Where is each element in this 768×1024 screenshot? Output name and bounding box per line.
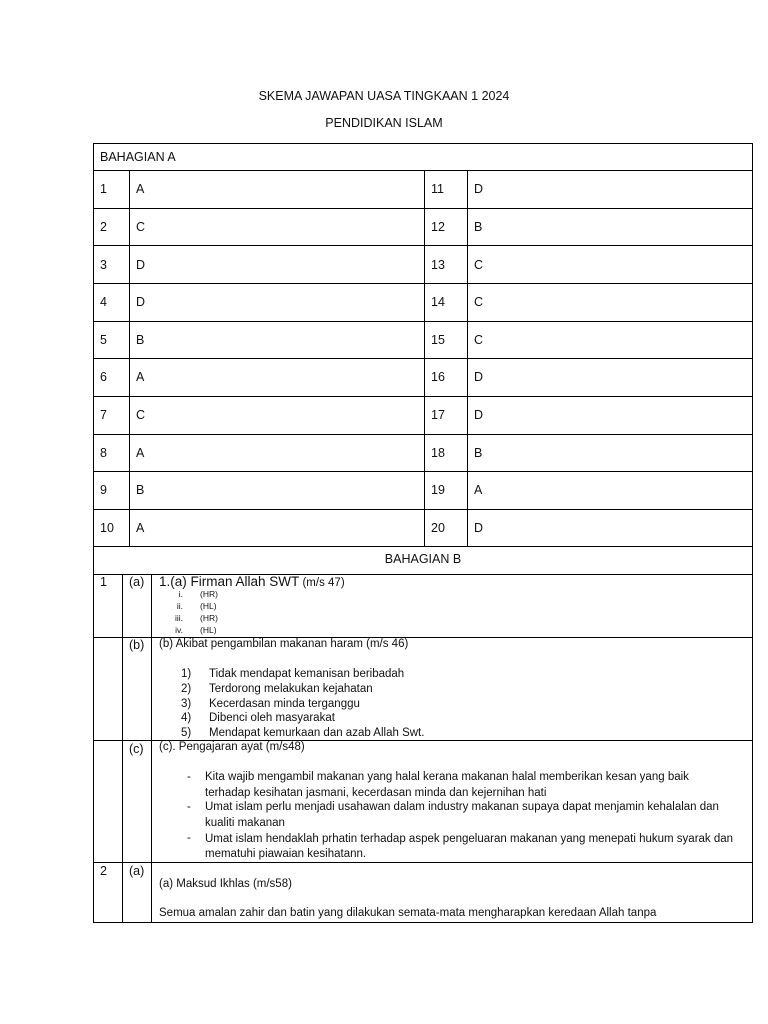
- q1b-items: [159, 668, 739, 740]
- list-item: [159, 668, 739, 683]
- item-text: (HL): [200, 625, 217, 635]
- bullet-dash: -: [187, 832, 191, 844]
- question-number: 11: [431, 182, 444, 196]
- item-text: (HR): [200, 589, 218, 599]
- question-number: 9: [100, 483, 107, 497]
- item-number: iv.: [175, 625, 183, 635]
- part-label: (b): [129, 638, 145, 652]
- answer: B: [136, 483, 145, 497]
- item-number: ii.: [176, 601, 183, 611]
- answer: D: [136, 295, 146, 309]
- item-number: 2): [181, 683, 192, 695]
- list-item: [159, 712, 739, 727]
- question-number: 7: [100, 408, 107, 422]
- question-number: 17: [431, 408, 445, 422]
- list-item: [159, 683, 739, 698]
- item-number: iii.: [174, 613, 183, 623]
- list-item: [159, 601, 359, 613]
- section-a-header: BAHAGIAN A: [100, 150, 176, 164]
- answer: C: [474, 295, 484, 309]
- q1a-page-ref: (m/s 47): [299, 577, 345, 589]
- point-line: Umat islam perlu menjadi usahawan dalam industry makanan supaya dapat menjamin kehalalan dan: [205, 801, 719, 813]
- answer: D: [474, 521, 484, 535]
- answer: A: [136, 521, 145, 535]
- q1a-title-text: 1.(a) Firman Allah SWT: [159, 574, 300, 589]
- bullet-dash: -: [187, 801, 191, 813]
- answer: B: [136, 333, 145, 347]
- question-number: 12: [431, 220, 445, 234]
- answer: B: [474, 220, 483, 234]
- document-title: SKEMA JAWAPAN UASA TINGKAAN 1 2024: [258, 89, 510, 103]
- q1c-title: (c). Pengajaran ayat (m/s48): [159, 741, 305, 753]
- question-number: 15: [431, 333, 445, 347]
- question-number: 1: [100, 182, 107, 196]
- subject-title: PENDIDIKAN ISLAM: [325, 116, 443, 130]
- answer: D: [474, 370, 484, 384]
- answer: A: [474, 483, 483, 497]
- list-item: [159, 727, 739, 742]
- question-number: 16: [431, 370, 445, 384]
- answer: D: [136, 258, 146, 272]
- part-label: (a): [129, 864, 145, 878]
- question-number: 6: [100, 370, 107, 384]
- point-line: mematuhi piawaian kesihatann.: [205, 848, 367, 860]
- question-number: 10: [100, 521, 114, 535]
- item-number: 5): [181, 727, 192, 739]
- question-number: 1: [100, 575, 107, 589]
- part-label: (a): [129, 575, 145, 589]
- answer: C: [474, 258, 484, 272]
- item-text: (HL): [200, 601, 217, 611]
- answer: D: [474, 182, 484, 196]
- question-number: 3: [100, 258, 107, 272]
- question-number: 8: [100, 446, 107, 460]
- q2a-text: Semua amalan zahir dan batin yang dilakukan semata-mata mengharapkan keredaan Allah tanpa: [159, 907, 657, 919]
- item-text: Mendapat kemurkaan dan azab Allah Swt.: [209, 727, 425, 739]
- point-line: kualiti makanan: [205, 817, 285, 829]
- question-number: 14: [431, 295, 445, 309]
- question-number: 5: [100, 333, 107, 347]
- item-number: 4): [181, 712, 192, 724]
- list-item: [159, 698, 739, 713]
- item-number: i.: [178, 589, 183, 599]
- item-text: (HR): [200, 613, 218, 623]
- list-item: [159, 613, 359, 625]
- answer: A: [136, 370, 145, 384]
- question-number: 2: [100, 864, 107, 878]
- answer: B: [474, 446, 483, 460]
- question-number: 4: [100, 295, 107, 309]
- answer: C: [136, 408, 146, 422]
- item-number: 3): [181, 698, 192, 710]
- bullet-dash: -: [187, 771, 191, 783]
- list-item: [159, 589, 359, 601]
- part-label: (c): [129, 742, 144, 756]
- question-number: 20: [431, 521, 445, 535]
- q1c-points: [159, 771, 749, 863]
- q1a-title: [159, 574, 345, 589]
- answer: D: [474, 408, 484, 422]
- question-number: 19: [431, 483, 445, 497]
- question-number: 13: [431, 258, 445, 272]
- q2a-title: (a) Maksud Ikhlas (m/s58): [159, 878, 292, 890]
- item-text: Kecerdasan minda terganggu: [209, 698, 360, 710]
- q1b-title: (b) Akibat pengambilan makanan haram (m/s 46): [159, 638, 409, 650]
- point-line: Kita wajib mengambil makanan yang halal kerana makanan halal memberikan kesan yang baik: [205, 771, 689, 783]
- item-text: Dibenci oleh masyarakat: [209, 712, 335, 724]
- answer: A: [136, 446, 145, 460]
- section-b-header: BAHAGIAN B: [384, 552, 462, 566]
- list-item: [159, 625, 359, 637]
- item-text: Terdorong melakukan kejahatan: [209, 683, 373, 695]
- point-line: terhadap kesihatan jasmani, kecerdasan minda dan kejernihan hati: [205, 787, 547, 799]
- point-line: Umat islam hendaklah prhatin terhadap aspek pengeluaran makanan yang menepati hukum syarak dan: [205, 833, 734, 845]
- item-text: Tidak mendapat kemanisan beribadah: [209, 668, 405, 680]
- answer: C: [474, 333, 484, 347]
- question-number: 18: [431, 446, 445, 460]
- answer: C: [136, 220, 146, 234]
- question-number: 2: [100, 220, 107, 234]
- answer: A: [136, 182, 145, 196]
- item-number: 1): [181, 668, 192, 680]
